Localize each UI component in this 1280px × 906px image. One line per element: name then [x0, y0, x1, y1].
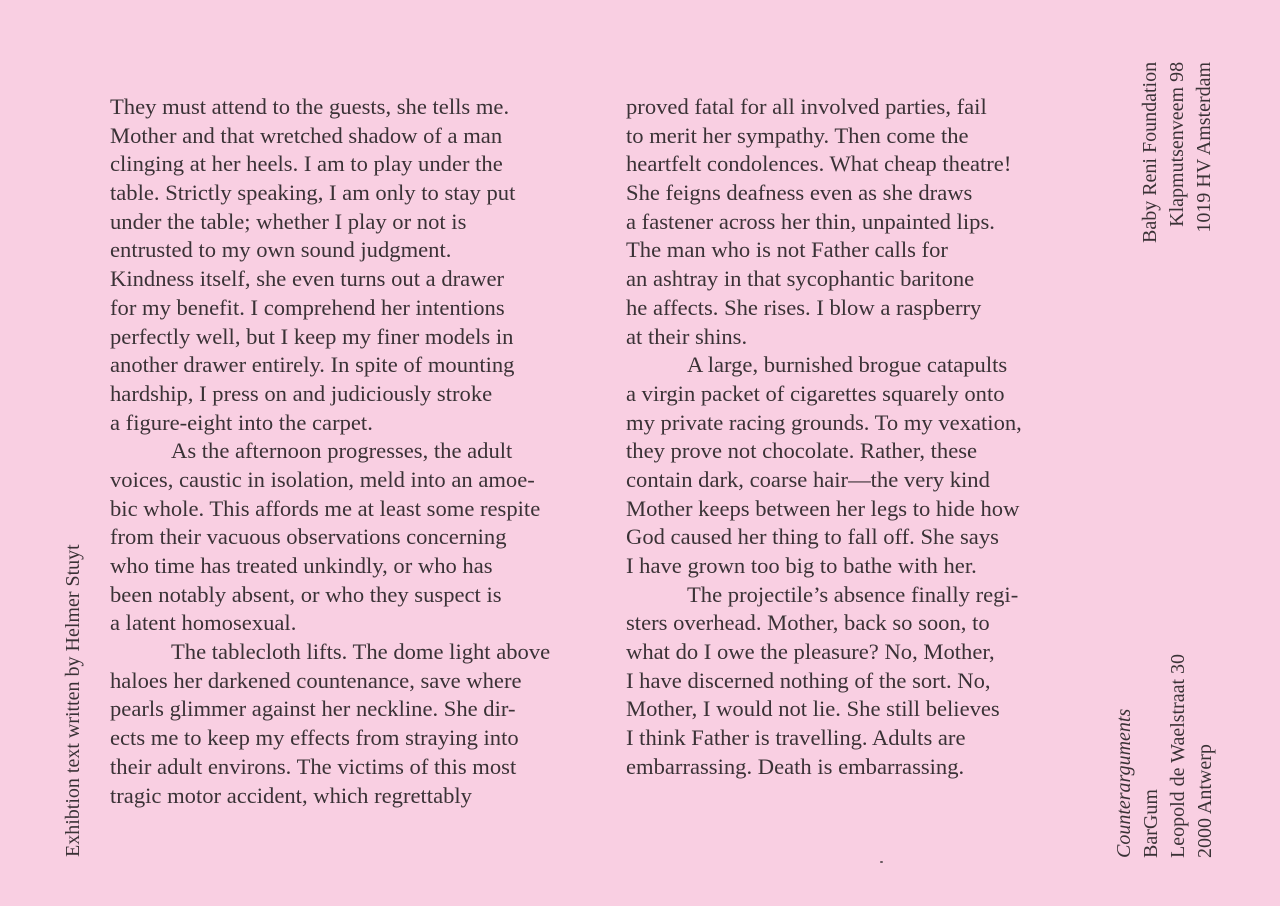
text-line: clinging at her heels. I am to play under the: [110, 151, 503, 177]
text-line: sters overhead. Mother, back so soon, to: [626, 610, 990, 636]
text-line: from their vacuous observations concerning: [110, 524, 507, 550]
text-line: what do I owe the pleasure? No, Mother,: [626, 639, 995, 665]
text-line: embarrassing. Death is embarrassing.: [626, 753, 965, 779]
venue-city: 2000 Antwerp: [1194, 744, 1216, 858]
foundation-address: [1137, 62, 1218, 243]
foundation-name: Baby Reni Foundation: [1139, 61, 1161, 243]
text-line: God caused her thing to fall off. She says: [626, 524, 999, 550]
text-line: haloes her darkened countenance, save where: [110, 667, 522, 693]
foundation-city: 1019 HV Amsterdam: [1193, 61, 1215, 233]
text-line: at their shins.: [626, 323, 748, 349]
text-line: The man who is not Father calls for: [626, 237, 948, 263]
text-line: contain dark, coarse hair—the very kind: [626, 466, 990, 492]
text-line: They must attend to the guests, she tells me.: [110, 94, 510, 119]
text-line: hardship, I press on and judiciously stroke: [110, 380, 493, 406]
text-line: perfectly well, but I keep my finer models in: [110, 323, 514, 349]
text-line: for my benefit. I comprehend her intentions: [110, 294, 505, 320]
text-line: to merit her sympathy. Then come the: [626, 122, 969, 148]
text-line: a figure-eight into the carpet.: [110, 409, 373, 435]
venue-name: BarGum: [1140, 789, 1162, 858]
text-line: tragic motor accident, which regrettably: [110, 782, 472, 808]
text-line: The tablecloth lifts. The dome light above: [171, 639, 551, 665]
text-line: ects me to keep my effects from straying into: [110, 725, 519, 751]
foundation-street: Klapmutsenveem 98: [1166, 61, 1188, 227]
text-line: a virgin packet of cigarettes squarely onto: [626, 380, 1005, 406]
text-line: I think Father is travelling. Adults are: [626, 725, 966, 751]
text-line: I have discerned nothing of the sort. No,: [626, 667, 991, 693]
text-line: their adult environs. The victims of this most: [110, 753, 517, 779]
text-line: As the afternoon progresses, the adult: [171, 438, 513, 464]
text-line: heartfelt condolences. What cheap theatre!: [626, 151, 1012, 177]
text-line: who time has treated unkindly, or who has: [110, 553, 493, 578]
text-line: he affects. She rises. I blow a raspberry: [626, 294, 982, 320]
venue-address: [1111, 654, 1219, 858]
text-line: my private racing grounds. To my vexation,: [626, 409, 1022, 435]
text-line: an ashtray in that sycophantic baritone: [626, 266, 975, 292]
text-line: they prove not chocolate. Rather, these: [626, 438, 978, 464]
left-text-column: [110, 93, 550, 810]
text-line: pearls glimmer against her neckline. She dir-: [110, 696, 516, 722]
text-line: She feigns deafness even as she draws: [626, 180, 973, 206]
text-line: The projectile’s absence finally regi-: [687, 581, 1019, 607]
text-line: Mother keeps between her legs to hide how: [626, 495, 1020, 521]
text-line: A large, burnished brogue catapults: [687, 352, 1008, 378]
text-line: under the table; whether I play or not is: [110, 208, 467, 234]
text-line: a fastener across her thin, unpainted lips.: [626, 208, 995, 234]
text-line: proved fatal for all involved parties, fail: [626, 94, 987, 119]
text-line: a latent homosexual.: [110, 610, 297, 636]
author-credit: Exhibtion text written by Helmer Stuyt: [62, 544, 84, 857]
paper-speck: [880, 861, 883, 863]
venue-street: Leopold de Waelstraat 30: [1167, 653, 1189, 858]
text-line: Mother, I would not lie. She still believes: [626, 696, 1000, 722]
text-line: table. Strictly speaking, I am only to stay put: [110, 180, 516, 206]
text-line: entrusted to my own sound judgment.: [110, 237, 452, 263]
text-line: I have grown too big to bathe with her.: [626, 553, 977, 578]
text-line: Kindness itself, she even turns out a drawer: [110, 266, 505, 292]
text-line: bic whole. This affords me at least some respite: [110, 495, 541, 521]
text-line: another drawer entirely. In spite of mounting: [110, 352, 515, 378]
text-line: been notably absent, or who they suspect is: [110, 581, 502, 607]
text-line: voices, caustic in isolation, meld into an amoe-: [110, 466, 535, 492]
right-text-column: [626, 93, 1022, 782]
exhibition-title: Counterarguments: [1113, 708, 1135, 858]
text-line: Mother and that wretched shadow of a man: [110, 122, 503, 148]
